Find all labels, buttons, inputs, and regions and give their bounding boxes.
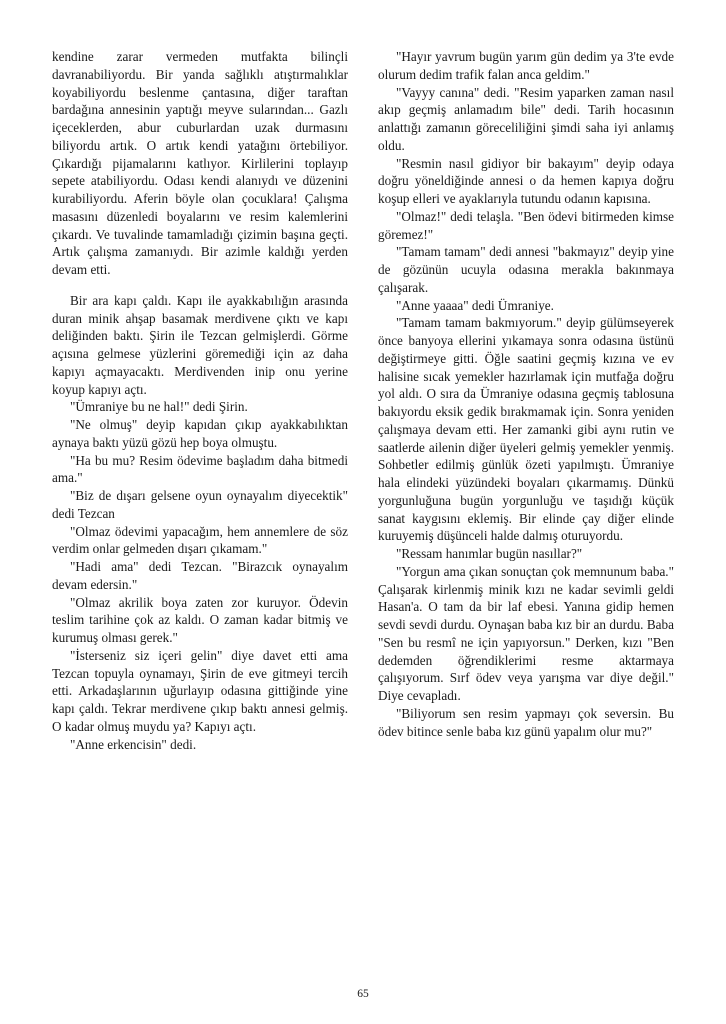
paragraph: "Anne erkencisin" dedi. (70, 736, 197, 752)
paragraph: "Olmaz ödevimi yapacağım, hem annemlere de söz verdim onlar gelmeden dışarı çıkamam." (52, 523, 348, 557)
left-column (52, 48, 348, 948)
paragraph: "Olmaz!" dedi telaşla. "Ben ödevi bitirmeden kimse göremez!" (378, 208, 674, 242)
paragraph: "Ressam hanımlar bugün nasıllar?" (396, 546, 583, 561)
paragraph: Bir ara kapı çaldı. Kapı ile ayakkabılığın arasında duran minik ahşap basamak merdivene çıktı ve kapı deliğinden baktı. Şirin ile Tezcan gelmişlerdi. Görme açısına gelmese yüzlerini göremediği için az daha kapıyı açmayacaktı. Merdivenden inip onu yerine koyup kapıyı açtı. (52, 292, 348, 397)
paragraph: "Resmin nasıl gidiyor bir bakayım" deyip odaya doğru yöneldiğinde annesi o da hemen kapıya doğru koşup elleri ve ayaklarıyla tutundu odanın kapısına. (378, 155, 674, 206)
paragraph: "Biliyorum sen resim yapmayı çok seversin. Bu ödev bitince senle baba kız günü yapalım olur mu?" (378, 705, 674, 739)
paragraph: "Anne yaaaa" dedi Ümraniye. (396, 297, 554, 313)
paragraph: "Ha bu mu? Resim ödevime başladım daha bitmedi ama." (52, 452, 348, 486)
text-columns (52, 48, 674, 948)
paragraph: "Olmaz akrilik boya zaten zor kuruyor. Ödevin teslim tarihine çok az kaldı. O zaman kadar bitmiş ve kurumuş olması gerek." (52, 594, 348, 645)
right-column (378, 48, 674, 948)
paragraph: "Yorgun ama çıkan sonuçtan çok memnunum baba." Çalışarak kirlenmiş minik kızı ne kadar sevimli geldi Hasan'a. O tam da bir laf ebesi. Yanına gidip hemen sevdi sevdi durdu. Oynaşan baba kız bir an durdu. Baba "Sen bu resmî ne için yapıyorsun." Derken, kızı "Ben dedemden öğrendiklerimi resme aktarmaya çalışıyorum. Sırf ödev veya yarışma var diye değil." Diye cevapladı. (378, 563, 674, 703)
paragraph: "Ümraniye bu ne hal!" dedi Şirin. (70, 399, 248, 415)
paragraph: "Tamam tamam" dedi annesi "bakmayız" deyip yine de gözünün ucuyla odasına merakla bakınmaya çalışarak. (378, 244, 674, 295)
paragraph: "Biz de dışarı gelsene oyun oynayalım diyecektik" dedi Tezcan (52, 488, 348, 521)
paragraph: "İsterseniz siz içeri gelin" diye davet etti ama Tezcan topuyla oynamayı, Şirin de eve gitmeyi tercih etti. Arkadaşlarının uğurlayıp odasına gittiğinde yine kapı çaldı. Tekrar merdivene çıkıp baktı annesi gelmiş. O kadar olmuş muydu ya? Kapıyı açtı. (52, 647, 348, 734)
paragraph: "Tamam tamam bakmıyorum." deyip gülümseyerek önce banyoya ellerini yıkamaya sonra odasına üstünü değiştirmeye gitti. Öğle saatini geçmiş kızına ve ev halisine sıcak yemekler hazırlamak için mutfağa doğru yol aldı. O sıra da Ümraniye odasına geçmiş tablosuna bakıyordu eksik gedik bırakmamak için. Sonra yeniden çalışmaya devam etti. Her zamanki gibi aynı rutin ve saatlerde ailenin diğer üyeleri gelmiş yemekler yenmiş. Sohbetler edilmiş günlük özeti yapılmıştı. Ümraniye hala elindeki yüzündeki boyaları çıkarmamış. Dünkü yorgunluğuna bugün yorgunluğu ve taşıdığı küçük sanat kaygısını eklemiş. Bir elinde çay diğer elinde kuruyemiş düşünceli halde dalmış oturuyordu. (378, 315, 674, 544)
paragraph: "Vayyy canına" dedi. "Resim yaparken zaman nasıl akıp geçmiş anlamadım bile" dedi. Tarih hocasının anlattığı zamanın göreceliliğini şimdi saha iyi anlamış oldu. (378, 84, 674, 153)
paragraph: "Ne olmuş" deyip kapıdan çıkıp ayakkabılıktan aynaya baktı yüzü gözü hep boya olmuştu. (52, 417, 348, 450)
paragraph: "Hayır yavrum bugün yarım gün dedim ya 3'te evde olurum dedim trafik falan anca geldim." (378, 49, 674, 82)
paragraph: kendine zarar vermeden mutfakta bilinçli davranabiliyordu. Bir yanda sağlıklı atıştırmalıklar koyabiliyordu beslenme çantasına, diğer taraftan bardağına annesinin yaptığı meyve sularından... Gazlı içeceklerden, abur cuburlardan uzak durmasını biliyordu artık. O artık kendi yatağını örtebiliyor. Çıkardığı pijamalarını katlıyor. Kirlilerini toplayıp sepete atabiliyordu. Odası kendi alanıydı ve düzenini kurabiliyordu. Aferin böyle olan çocuklara! Çalışma masasını düzenledi boyalarını ve resim kalemlerini çıkardı. Ve tuvalinde tamamladığı çizimin başına geçti. Artık çalışma zamanıydı. Bir azimle kaldığı yerden devam etti. (52, 49, 348, 277)
page-number: 65 (357, 988, 369, 1000)
paragraph: "Hadi ama" dedi Tezcan. "Birazcık oynayalım devam edersin." (52, 559, 348, 592)
